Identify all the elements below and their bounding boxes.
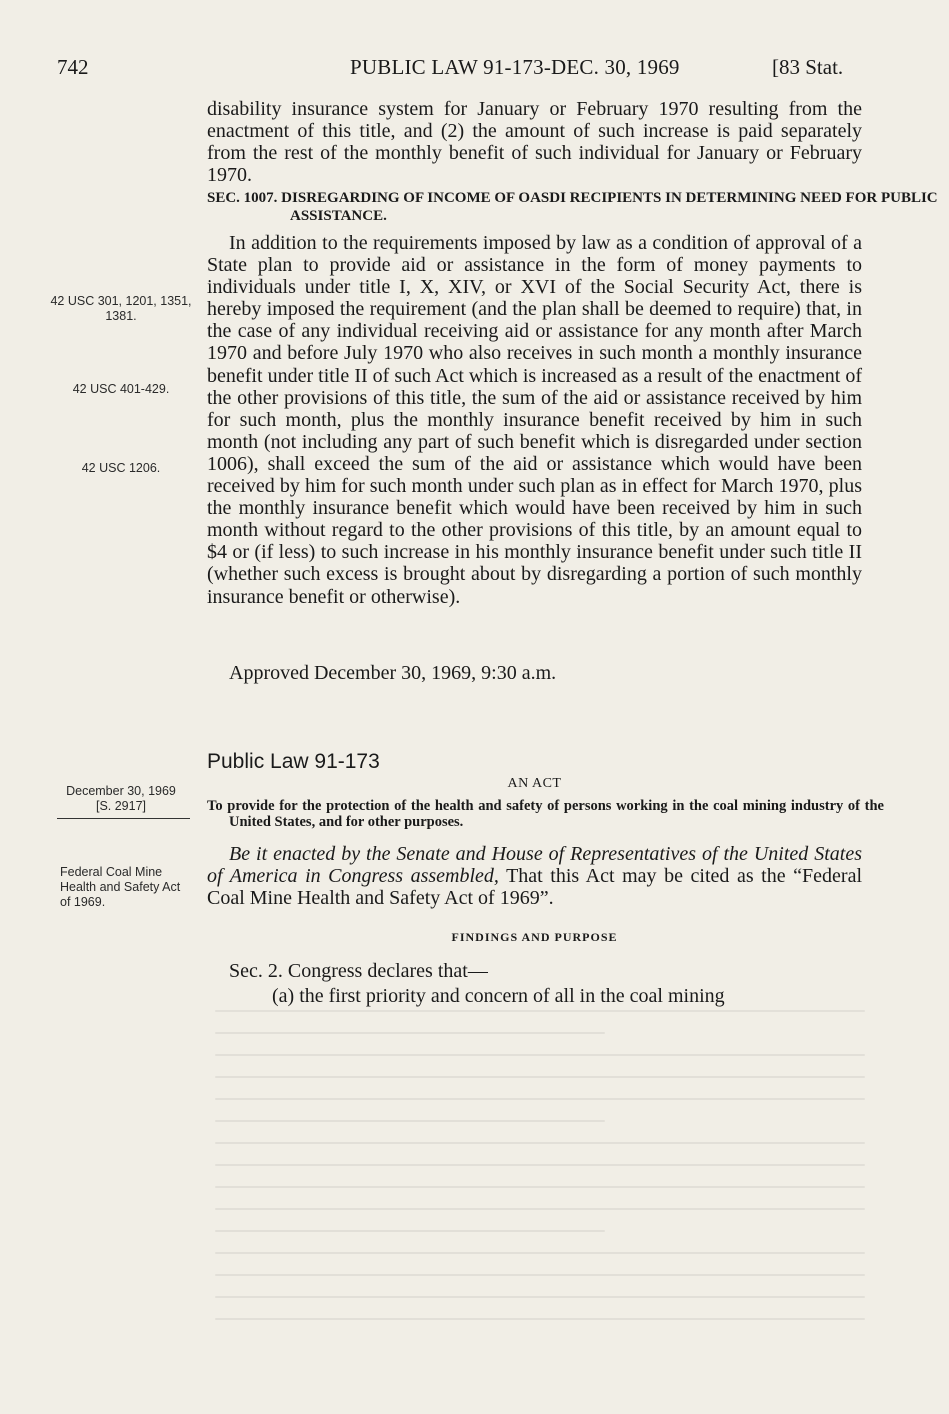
paragraph-continuation: disability insurance system for January or February 1970 resulting from the enactment of this title, and (2) the amount of such increase is paid separately from the rest of the monthly benefit of such individual for January or February 1970. <box>207 98 862 187</box>
findings-heading: FINDINGS AND PURPOSE <box>451 930 618 944</box>
act-label: AN ACT <box>507 776 562 791</box>
enacting-clause: Be it enacted by the Senate and House of Representatives of the United States of America in Congress assembled, <box>207 843 862 888</box>
section-2-label: Sec. 2. <box>229 960 283 982</box>
enacting-clause-paragraph <box>207 843 862 909</box>
margin-short-title: Federal Coal Mine Health and Safety Act of 1969. <box>60 865 181 909</box>
margin-citation-2: 42 USC 401-429. <box>72 382 170 396</box>
margin-citation-1: 42 USC 301, 1201, 1351, 1381. <box>50 294 192 323</box>
section-2-text: Congress declares that— <box>282 960 488 982</box>
page-number: 742 <box>57 55 89 79</box>
running-title: PUBLIC LAW 91-173-DEC. 30, 1969 <box>350 55 680 79</box>
public-law-title: Public Law 91-173 <box>207 750 380 773</box>
item-a: (a) the first priority and concern of all in the coal mining <box>272 985 725 1007</box>
section-1007-heading: SEC. 1007. DISREGARDING OF INCOME OF OASDI RECIPIENTS IN DETERMINING NEED FOR PUBLIC ASSISTANCE. <box>207 190 938 224</box>
enactment-date: December 30, 1969 <box>66 784 176 798</box>
section-1007-text: In addition to the requirements imposed by law as a condition of approval of a State plan to provide aid or assistance in the form of money payments to individuals under title I, X, XIV, or XVI of the Social Security Act, there is hereby imposed the requirement (and the plan shall be deemed to require) that, in the case of any individual receiving aid or assistance for any month after March 1970 and before July 1970 who also receives in such month a monthly insurance benefit under title II of such Act which is increased as a result of the enactment of the other provisions of this title, the sum of the aid or assistance received by him for such month, plus the monthly insurance benefit received by him in such month (not including any part of such benefit which is disregarded under section 1006), shall exceed the sum of the aid or assistance which would have been received by him for such month under such plan as in effect for March 1970, plus the monthly insurance benefit which would have been received by him in such month without regard to the other provisions of this title, by an amount equal to $4 or (if less) to such increase in his monthly insurance benefit under such title II (whether such excess is brought about by disregarding a portion of such monthly insurance benefit or otherwise). <box>207 232 862 608</box>
margin-date <box>50 784 192 814</box>
statute-volume: [83 Stat. <box>772 55 844 79</box>
short-title-text: That this Act may be cited as the “Federal Coal Mine Health and Safety Act of 1969”. <box>207 865 862 910</box>
approval-line: Approved December 30, 1969, 9:30 a.m. <box>229 662 557 684</box>
section-2-line <box>207 960 884 983</box>
margin-citation-3: 42 USC 1206. <box>81 461 161 475</box>
act-purpose: To provide for the protection of the health and safety of persons working in the coal mining industry of the United States, and for other purposes. <box>207 798 884 830</box>
bill-number: [S. 2917] <box>95 799 147 813</box>
margin-rule <box>57 818 190 819</box>
bleed-through-text <box>215 1010 865 1375</box>
